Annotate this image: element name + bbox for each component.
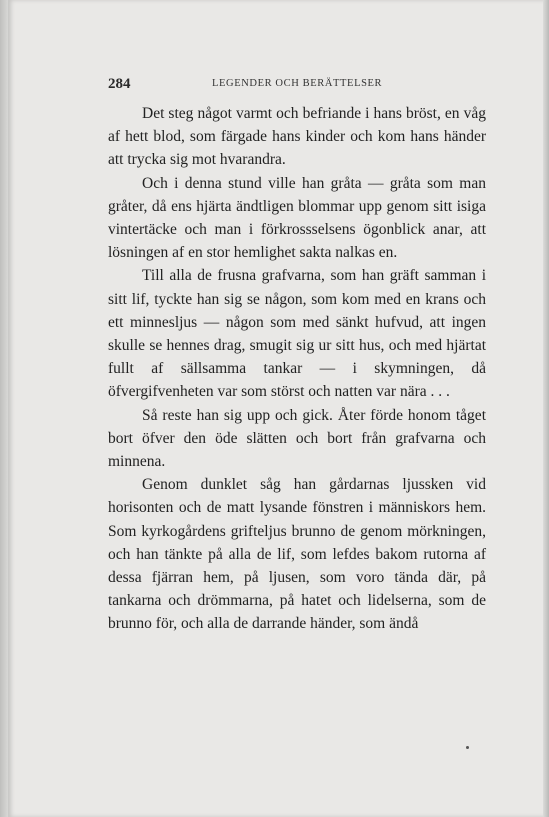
page-header (108, 76, 488, 96)
paragraph-4: Så reste han sig upp och gick. Åter förde honom tåget bort öfver den öde slätten och bort från grafvarna och minnena. (108, 406, 486, 471)
page-edge (543, 0, 549, 817)
ink-speck (466, 746, 469, 749)
paragraph-3: Till alla de frusna grafvarna, som han gräft samman i sitt lif, tyckte han sig se någon, som kom med en krans och ett minnesljus — någon som med sänkt hufvud, att ingen skulle se hennes drag, smugit sig ur sitt hus, och med hjärtat fullt af sällsamma tankar — i skymningen, då öfvergifvenheten var som störst och natten var nära . . . (108, 267, 486, 401)
page-number: 284 (108, 76, 131, 92)
paragraph-5: Genom dunklet såg han gårdarnas ljussken vid horisonten och de matt lysande fönstren i människors hem. Som kyrkogårdens grifteljus brunno de genom mörkningen, och han tänkte på alla de lif, som lefdes bakom rutorna af dessa fjärran hem, på ljusen, som voro tända där, på tankarna och drömmarna, på hatet och lidelserna, som de brunno för, och alla de darrande händer, som ändå (108, 476, 486, 633)
running-head: LEGENDER OCH BERÄTTELSER (212, 78, 383, 89)
paragraph-1: Det steg något varmt och befriande i hans bröst, en våg af hett blod, som färgade hans kinder och kom hans händer att trycka sig mot hvarandra. (108, 105, 486, 169)
body-text (108, 102, 486, 636)
book-gutter (0, 0, 8, 817)
paragraph-2: Och i denna stund ville han gråta — gråta som man gråter, då ens hjärta ändtligen blommar upp genom sitt isiga vintertäcke och man i förkrossselsens ögonblick anar, att lösningen af en stor hemlighet sakta nalkas en. (108, 174, 486, 262)
